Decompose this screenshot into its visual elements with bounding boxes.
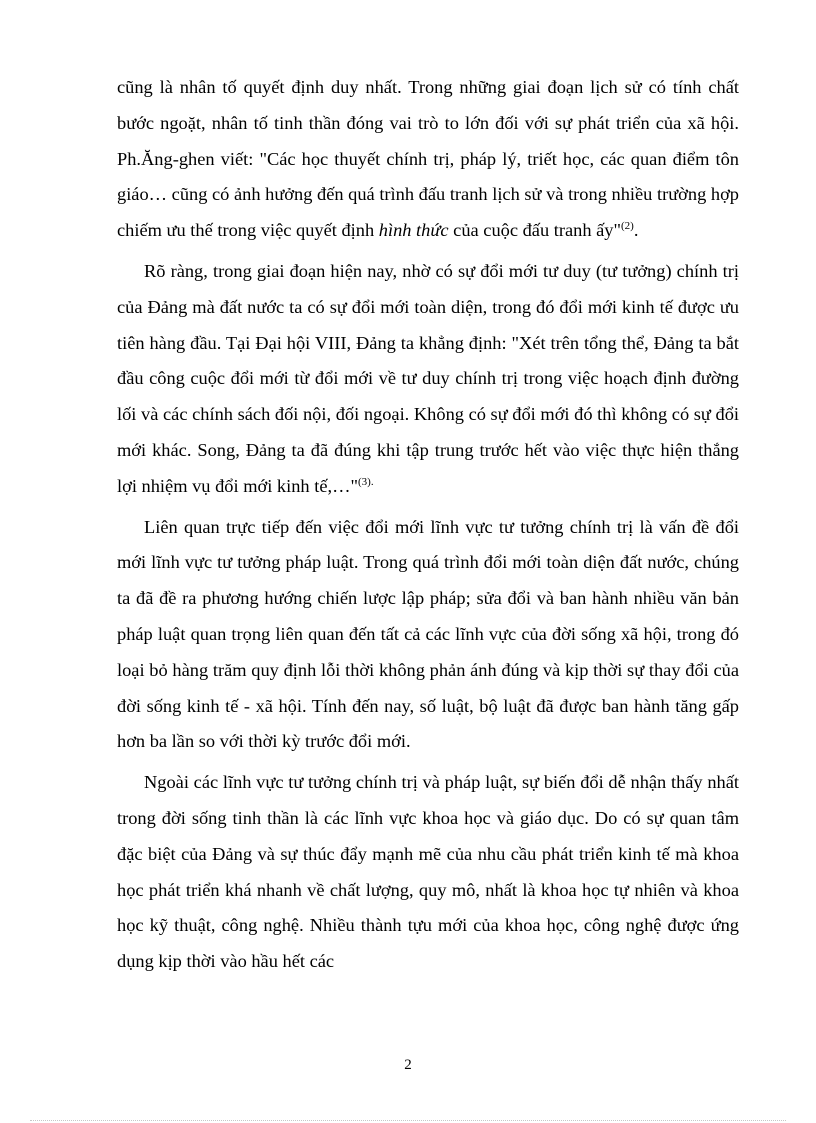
paragraph-2 (117, 254, 739, 505)
page-number: 2 (404, 1057, 412, 1073)
footnote-ref-2: (2) (621, 220, 634, 233)
paragraph-4: Ngoài các lĩnh vực tư tưởng chính trị và pháp luật, sự biến đổi dễ nhận thấy nhất trong đời sống tinh thần là các lĩnh vực khoa học và giáo dục. Do có sự quan tâm đặc biệt của Đảng và sự thúc đẩy mạnh mẽ của nhu cầu phát triển kinh tế mà khoa học phát triển khá nhanh về chất lượng, quy mô, nhất là khoa học tự nhiên và khoa học kỹ thuật, công nghệ. Nhiều thành tựu mới của khoa học, công nghệ được ứng dụng kịp thời vào hầu hết các (117, 772, 739, 972)
page-bottom-divider (30, 1120, 786, 1121)
paragraph-1 (117, 70, 739, 249)
footnote-ref-3: (3). (358, 475, 374, 488)
body-text (117, 70, 739, 980)
paragraph-1-text-after: của cuộc đấu tranh ấy" (448, 220, 621, 241)
paragraph-1-tail: . (633, 220, 639, 241)
paragraph-1-text: cũng là nhân tố quyết định duy nhất. Trong những giai đoạn lịch sử có tính chất bước ngoặt, nhân tố tinh thần đóng vai trò to lớn đối với sự phát triển của xã hội. Ph.Ăng-ghen viết: "Các học thuyết chính trị, pháp lý, triết học, các quan điểm tôn giáo… cũng có ảnh hưởng đến quá trình đấu tranh lịch sử và trong nhiều trường hợp chiếm ưu thế trong việc quyết định (117, 77, 739, 241)
paragraph-1-italic: hình thức (378, 220, 449, 241)
paragraph-3: Liên quan trực tiếp đến việc đổi mới lĩnh vực tư tưởng chính trị là vấn đề đổi mới lĩnh vực tư tưởng pháp luật. Trong quá trình đổi mới toàn diện đất nước, chúng ta đã đề ra phương hướng chiến lược lập pháp; sửa đổi và ban hành nhiều văn bản pháp luật quan trọng liên quan đến tất cả các lĩnh vực của đời sống xã hội, trong đó loại bỏ hàng trăm quy định lỗi thời không phản ánh đúng và kịp thời sự thay đổi của đời sống kinh tế - xã hội. Tính đến nay, số luật, bộ luật đã được ban hành tăng gấp hơn ba lần so với thời kỳ trước đổi mới. (117, 516, 739, 752)
paragraph-2-text: Rõ ràng, trong giai đoạn hiện nay, nhờ có sự đổi mới tư duy (tư tưởng) chính trị của Đảng mà đất nước ta có sự đổi mới toàn diện, trong đó đổi mới kinh tế được ưu tiên hàng đầu. Tại Đại hội VIII, Đảng ta khẳng định: "Xét trên tổng thể, Đảng ta bắt đầu công cuộc đổi mới từ đổi mới về tư duy chính trị trong việc hoạch định đường lối và các chính sách đối nội, đối ngoại. Không có sự đổi mới đó thì không có sự đổi mới khác. Song, Đảng ta đã đúng khi tập trung trước hết vào việc thực hiện thắng lợi nhiệm vụ đổi mới kinh tế,…" (117, 260, 739, 496)
